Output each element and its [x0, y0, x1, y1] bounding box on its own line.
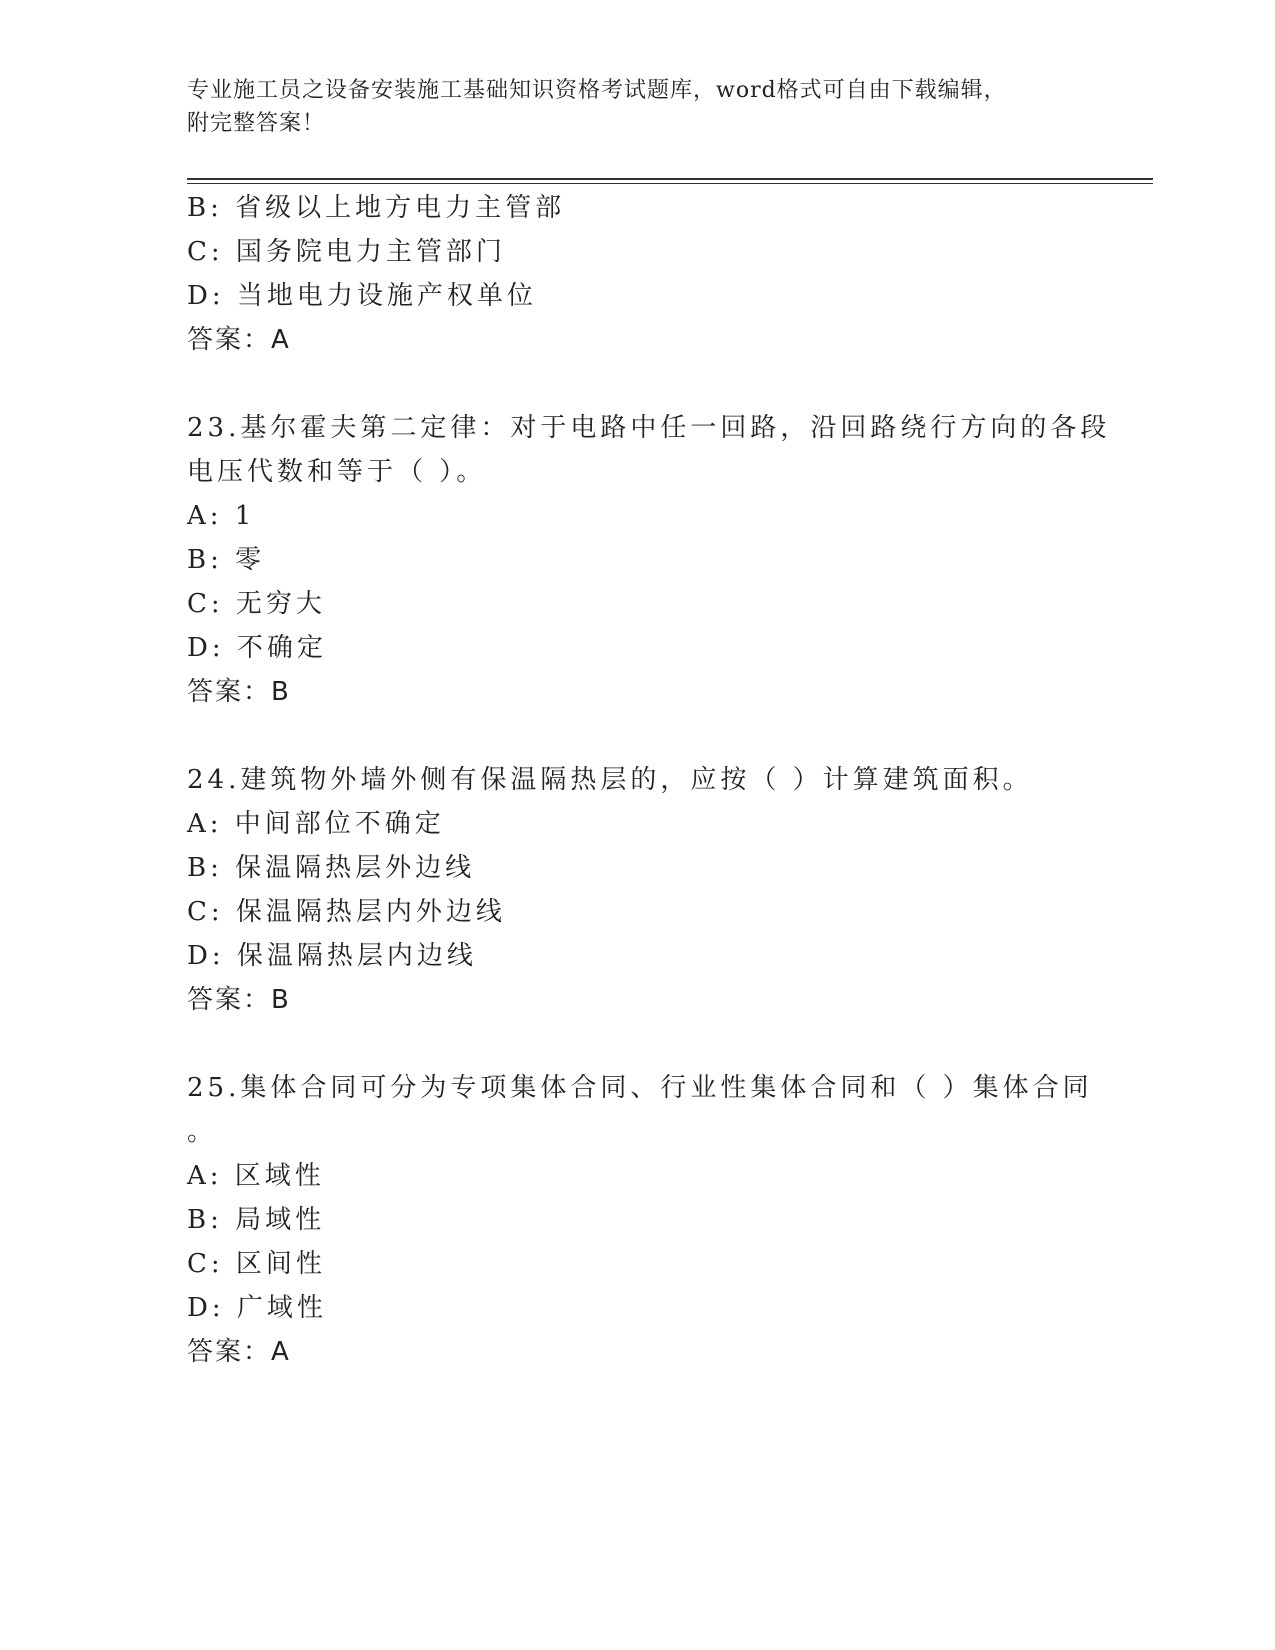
q23-stem-line-1: 23.基尔霍夫第二定律：对于电路中任一回路，沿回路绕行方向的各段	[187, 413, 1111, 443]
q24-stem-line-1: 24.建筑物外墙外侧有保温隔热层的，应按（ ）计算建筑面积。	[187, 765, 1033, 795]
q23-option-d: D: 不确定	[187, 633, 327, 663]
prev-answer: 答案：A	[187, 325, 291, 355]
header-line-2: 附完整答案！	[187, 111, 326, 136]
q23-answer: 答案：B	[187, 677, 291, 707]
q24-answer: 答案：B	[187, 985, 291, 1015]
q25-stem-line-2: 。	[187, 1117, 218, 1147]
header-divider-thick	[187, 178, 1153, 180]
prev-option-b: B: 省级以上地方电力主管部	[187, 193, 566, 223]
q23-stem-line-2: 电压代数和等于（ ）。	[187, 457, 487, 487]
prev-option-d: D: 当地电力设施产权单位	[187, 281, 537, 311]
q23-option-a: A: 1	[187, 501, 256, 531]
q23-option-b: B: 零	[187, 545, 266, 575]
q24-option-c: C: 保温隔热层内外边线	[187, 897, 506, 927]
q24-option-a: A: 中间部位不确定	[187, 809, 445, 839]
q23-option-c: C: 无穷大	[187, 589, 326, 619]
q25-option-d: D: 广域性	[187, 1293, 327, 1323]
q24-option-d: D: 保温隔热层内边线	[187, 941, 477, 971]
header-line-1: 专业施工员之设备安装施工基础知识资格考试题库，word格式可自由下载编辑，	[187, 78, 1007, 103]
q25-answer: 答案：A	[187, 1337, 291, 1367]
document-header	[187, 74, 1067, 140]
q25-stem-line-1: 25.集体合同可分为专项集体合同、行业性集体合同和（ ）集体合同	[187, 1073, 1093, 1103]
q25-option-c: C: 区间性	[187, 1249, 326, 1279]
q25-option-a: A: 区域性	[187, 1161, 325, 1191]
q24-option-b: B: 保温隔热层外边线	[187, 853, 476, 883]
prev-option-c: C: 国务院电力主管部门	[187, 237, 506, 267]
q25-option-b: B: 局域性	[187, 1205, 326, 1235]
header-divider-thin	[187, 183, 1153, 184]
